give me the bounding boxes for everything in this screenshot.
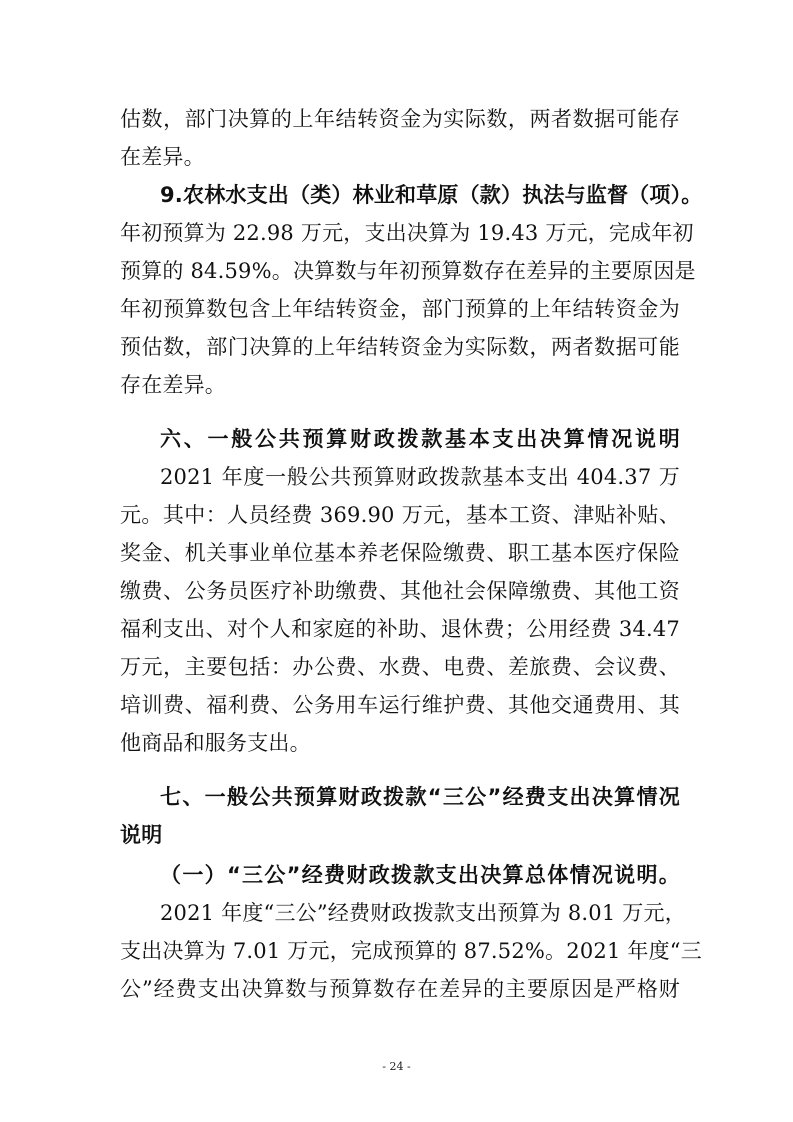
paragraph-line: 万元，主要包括：办公费、水费、电费、差旅费、会议费、 xyxy=(120,655,680,679)
paragraph-line: 支出决算为 7.01 万元，完成预算的 87.52%。2021 年度“三 xyxy=(120,939,702,963)
page-number: - 24 - xyxy=(382,1060,411,1073)
paragraph-line: 奖金、机关事业单位基本养老保险缴费、职工基本医疗保险 xyxy=(120,541,680,565)
section-heading: 七、一般公共预算财政拨款“三公”经费支出决算情况 xyxy=(160,785,680,809)
subsection-heading: （一）“三公”经费财政拨款支出决算总体情况说明。 xyxy=(160,863,680,887)
paragraph-line: 2021 年度“三公”经费财政拨款支出预算为 8.01 万元， xyxy=(160,901,686,925)
paragraph-line: 元。其中：人员经费 369.90 万元，基本工资、津贴补贴、 xyxy=(120,503,680,527)
paragraph-line: 存在差异。 xyxy=(120,373,226,397)
item-heading: 9.农林水支出（类）林业和草原（款）执法与监督（项）。 xyxy=(160,183,703,207)
paragraph-line: 预算的 84.59%。决算数与年初预算数存在差异的主要原因是 xyxy=(120,259,696,283)
paragraph-line: 2021 年度一般公共预算财政拨款基本支出 404.37 万 xyxy=(160,465,680,489)
section-heading: 六、一般公共预算财政拨款基本支出决算情况说明 xyxy=(160,427,680,451)
paragraph-line: 预估数，部门决算的上年结转资金为实际数，两者数据可能 xyxy=(120,335,680,359)
paragraph-line: 福利支出、对个人和家庭的补助、退休费；公用经费 34.47 xyxy=(120,617,680,641)
paragraph-line: 缴费、公务员医疗补助缴费、其他社会保障缴费、其他工资 xyxy=(120,579,680,603)
paragraph-line: 估数，部门决算的上年结转资金为实际数，两者数据可能存 xyxy=(120,107,680,131)
paragraph-line: 年初预算数包含上年结转资金，部门预算的上年结转资金为 xyxy=(120,297,680,321)
paragraph-line: 他商品和服务支出。 xyxy=(120,731,311,755)
paragraph-line: 培训费、福利费、公务用车运行维护费、其他交通费用、其 xyxy=(120,693,680,717)
paragraph-line: 公”经费支出决算数与预算数存在差异的主要原因是严格财 xyxy=(120,977,680,1001)
paragraph-line: 在差异。 xyxy=(120,145,205,169)
paragraph-line: 年初预算为 22.98 万元，支出决算为 19.43 万元，完成年初 xyxy=(120,221,694,245)
section-heading-continued: 说明 xyxy=(120,823,163,847)
